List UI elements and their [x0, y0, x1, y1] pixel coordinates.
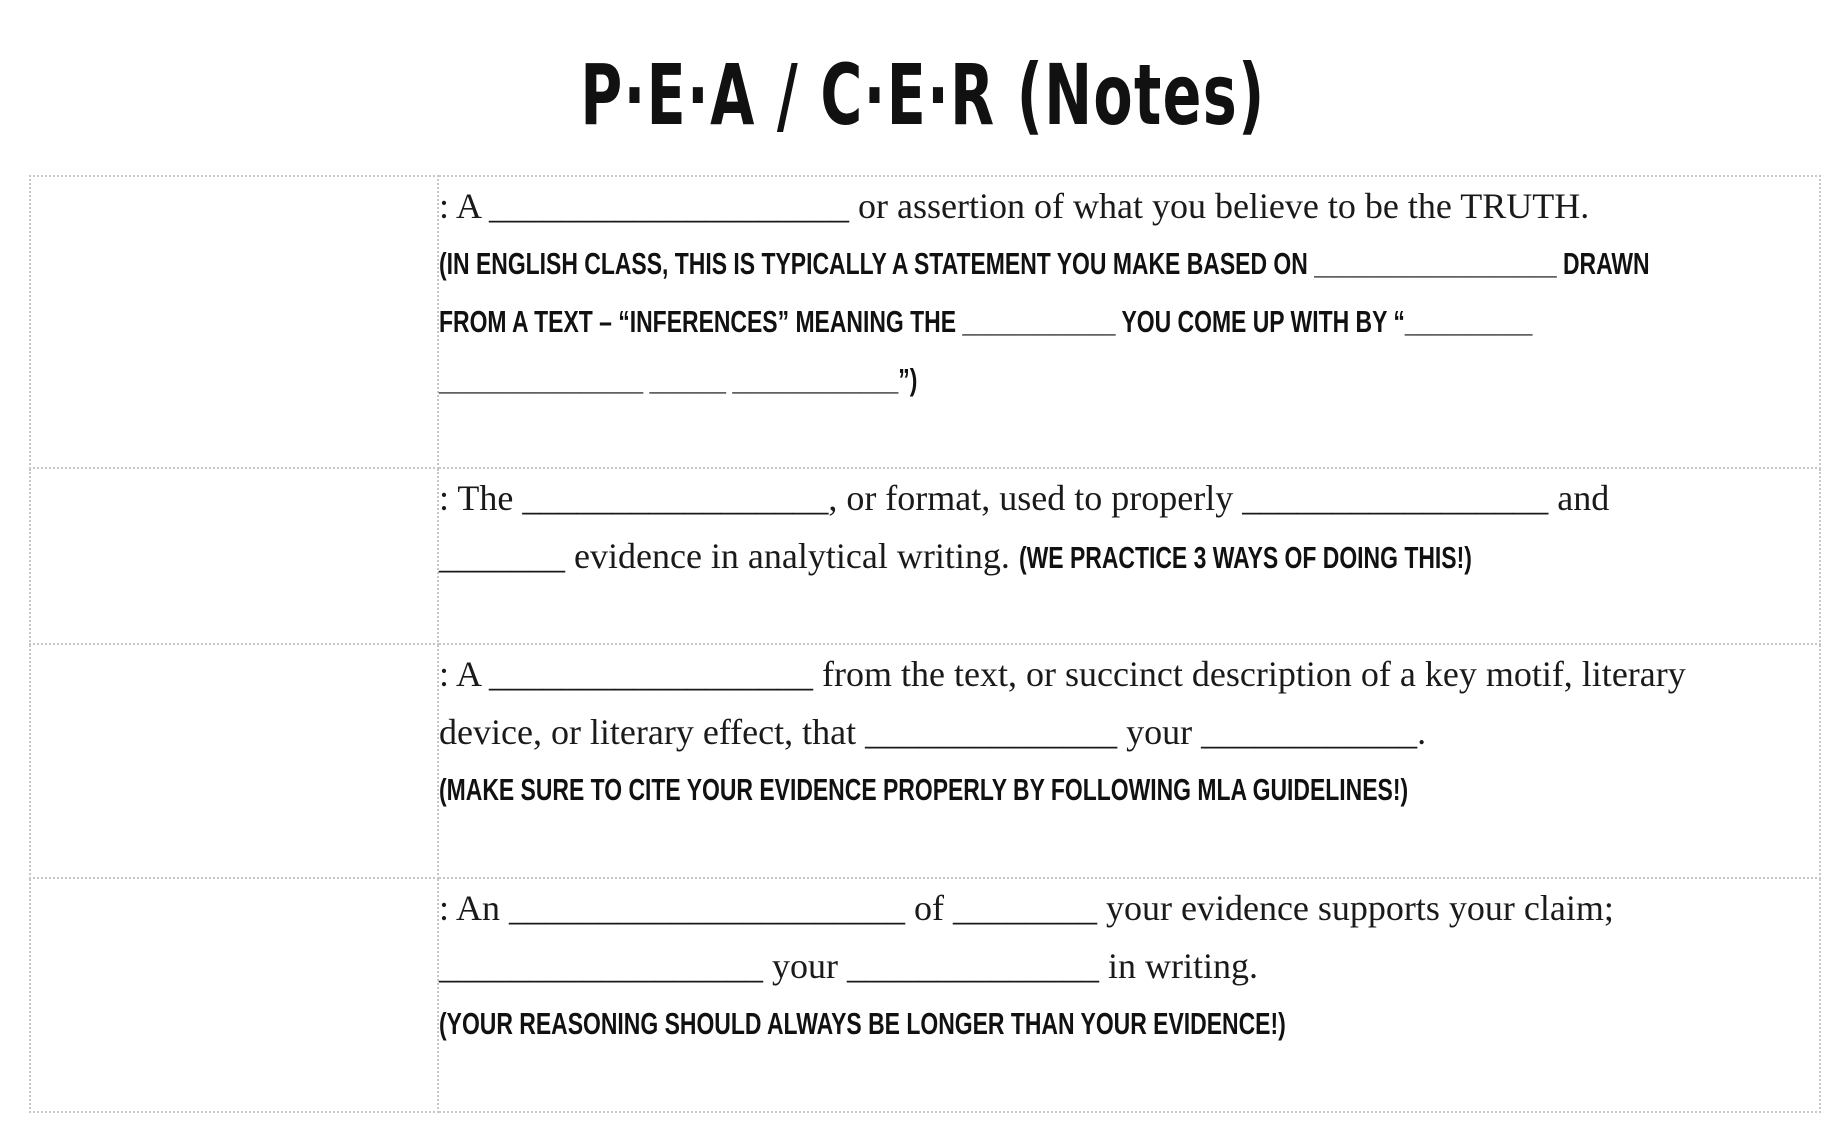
pea-definition-line-1: : The _________________, or format, used to properly _________________ and — [439, 478, 1610, 518]
table-row-claim — [30, 176, 1820, 468]
pea-note: (WE PRACTICE 3 WAYS OF DOING THIS!) — [1018, 540, 1472, 575]
claim-note-line-1: (IN ENGLISH CLASS, THIS IS TYPICALLY A STATEMENT YOU MAKE BASED ON ___________________ DRAWN — [439, 246, 1650, 281]
claim-note-line-3: ________________ ______ _____________”) — [439, 362, 918, 397]
table-row-reasoning — [30, 878, 1820, 1112]
pea-definition-line-2 — [439, 527, 1819, 587]
term-cell-evidence — [30, 644, 438, 878]
claim-note-line-2: FROM A TEXT – “INFERENCES” MEANING THE ____________ YOU COME UP WITH BY “__________ — [439, 304, 1533, 339]
definition-cell-reasoning — [438, 878, 1820, 1112]
definition-cell-claim — [438, 176, 1820, 468]
reasoning-note: (YOUR REASONING SHOULD ALWAYS BE LONGER THAN YOUR EVIDENCE!) — [439, 1006, 1286, 1041]
page-title: P·E·A / C·E·R (Notes) — [580, 46, 1266, 144]
evidence-note: (MAKE SURE TO CITE YOUR EVIDENCE PROPERLY BY FOLLOWING MLA GUIDELINES!) — [439, 772, 1409, 807]
term-cell-reasoning — [30, 878, 438, 1112]
evidence-definition-line-2: device, or literary effect, that ______________ your ____________. — [439, 712, 1427, 752]
table-row-evidence — [30, 644, 1820, 878]
evidence-definition-line-1: : A __________________ from the text, or succinct description of a key motif, literary — [439, 654, 1686, 694]
notes-table — [29, 175, 1821, 1113]
reasoning-definition-line-1: : An ______________________ of ________ your evidence supports your claim; — [439, 888, 1614, 928]
claim-definition: : A ____________________ or assertion of what you believe to be the TRUTH. — [439, 186, 1590, 226]
definition-cell-pea — [438, 468, 1820, 644]
table-row-pea — [30, 468, 1820, 644]
reasoning-definition-line-2: __________________ your ______________ in writing. — [439, 946, 1258, 986]
term-cell-claim — [30, 176, 438, 468]
definition-cell-evidence — [438, 644, 1820, 878]
pea-definition-text: _______ evidence in analytical writing. — [439, 536, 1010, 576]
term-cell-pea — [30, 468, 438, 644]
